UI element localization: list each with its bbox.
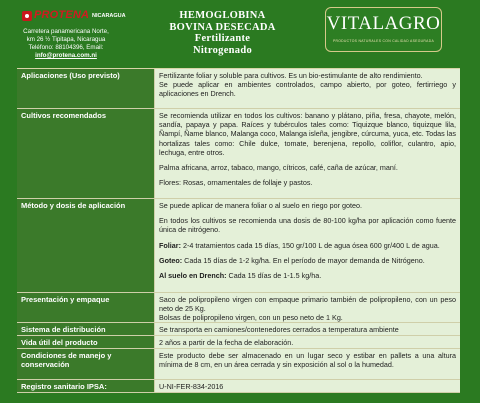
protena-logo-icon: [22, 11, 32, 21]
contact-info: [12, 28, 120, 60]
row-text: Se puede aplicar de manera foliar o al suelo en riego por goteo.: [159, 201, 362, 210]
row-value: [155, 199, 460, 292]
row-text: U-NI-FER-834-2016: [159, 382, 224, 391]
product-title-line-1: HEMOGLOBINA: [179, 10, 266, 21]
row-text-bold: Foliar:: [159, 240, 181, 250]
vitalagro-logo: [325, 7, 442, 52]
row-text: En todos los cultivos se recomienda una dosis de 80-100 kg/ha por aplicación como fuente única de nitrógeno.: [159, 216, 456, 235]
row-text: [159, 271, 456, 280]
row-text: Se recomienda utilizar en todos los cultivos: banano y plátano, piña, fresa, chayote, melón, sandía, papaya y papa. Raíces y tubérculos tales como: Tiquizque blanco, tiquizque lila, Ñampí, Ñame blanco, Malanga coco, Malanga isleña, jengibre, cúrcuma, yuca, etc. Todas las hortalizas tales como: Chile dulce, tomate, berenjena, repollo, coliflor, culantro, apio, lechuga, entre otros.: [159, 111, 456, 157]
row-label: Sistema de distribución: [17, 323, 155, 335]
row-value: [155, 323, 460, 335]
vitalagro-tagline: PRODUCTOS NATURALES CON CALIDAD ASEGURADA: [332, 39, 435, 43]
table-row-metodo: [17, 199, 460, 293]
row-text-bold: Goteo:: [159, 255, 183, 265]
row-text: Palma africana, arroz, tabaco, mango, cítricos, café, caña de azúcar, maní.: [159, 163, 398, 173]
row-value: [155, 69, 460, 108]
product-title-line-3: Fertilizante: [194, 33, 251, 44]
row-text: Se puede aplicar en ambientes controlados, campo abierto, por goteo, fertirriego y aplicaciones en Drench.: [159, 80, 456, 99]
vitalagro-logo-text: VITALAGRO: [326, 13, 441, 34]
row-value: [155, 293, 460, 322]
row-text: [159, 241, 456, 250]
row-value: [155, 336, 460, 348]
row-text: Bolsas de polipropileno virgen, con un peso neto de 1 Kg.: [159, 313, 343, 323]
table-row-vida-util: [17, 336, 460, 349]
row-label: Presentación y empaque: [17, 293, 155, 322]
row-text-bold: Al suelo en Drench:: [159, 271, 227, 281]
row-text-rest: Cada 15 días de 1-1.5 kg/ha.: [226, 271, 322, 281]
row-text: Flores: Rosas, ornamentales de follaje y pastos.: [159, 178, 313, 188]
row-text: Se transporta en camiones/contenedores cerrados a temperatura ambiente: [159, 325, 399, 334]
product-title-line-4: Nitrogenado: [192, 44, 253, 56]
row-label: Cultivos recomendados: [17, 109, 155, 198]
row-label: Vida útil del producto: [17, 336, 155, 348]
table-row-registro: [17, 380, 460, 393]
brand-name: PROTENA: [34, 9, 90, 21]
table-row-cultivos: [17, 109, 460, 199]
header: [0, 0, 480, 66]
row-value: [155, 380, 460, 392]
row-label: Método y dosis de aplicación: [17, 199, 155, 292]
brand-country: NICARAGUA: [92, 13, 126, 19]
address-line-1: Carretera panamericana Norte,: [23, 28, 109, 35]
row-text: Fertilizante foliar y soluble para cultivos. Es un bio-estimulante de alto rendimiento.: [159, 71, 423, 80]
table-row-distribucion: [17, 323, 460, 336]
table-row-presentacion: [17, 293, 460, 323]
table-row-condiciones: [17, 349, 460, 380]
row-label: Aplicaciones (Uso previsto): [17, 69, 155, 108]
email-link[interactable]: info@protena.com.ni: [35, 52, 97, 59]
row-text: Este producto debe ser almacenado en un lugar seco y estibar en pallets a una altura mínima de 8 cm, en un área cerrada y sin exposición al sol o la humedad.: [159, 351, 456, 370]
row-value: [155, 349, 460, 379]
address-line-2: km 26 ½ Tipitapa, Nicaragua: [26, 36, 106, 43]
row-text-rest: 2-4 tratamientos cada 15 días, 150 gr/100 L de agua ósea 600 gr/400 L de agua.: [180, 240, 440, 250]
product-title-line-2: BOVINA DESECADA: [169, 21, 276, 33]
table-row-aplicaciones: [17, 69, 460, 109]
row-text-rest: Cada 15 días de 1-2 kg/ha. En el período de mayor demanda de Nitrógeno.: [182, 255, 425, 265]
phone-line: Teléfono: 88104396, Email:: [28, 44, 104, 51]
row-label: Registro sanitario IPSA:: [17, 380, 155, 392]
row-label: Condiciones de manejo y conservación: [17, 349, 155, 379]
row-text: Saco de polipropileno virgen con empaque primario también de polipropileno, con un peso neto de 25 Kg.: [159, 295, 456, 314]
row-text: [159, 256, 456, 265]
brand-logo: [22, 10, 132, 22]
row-text: 2 años a partir de la fecha de elaboración.: [159, 338, 294, 347]
spec-table: [17, 68, 460, 391]
row-value: [155, 109, 460, 198]
product-title: [140, 10, 305, 56]
